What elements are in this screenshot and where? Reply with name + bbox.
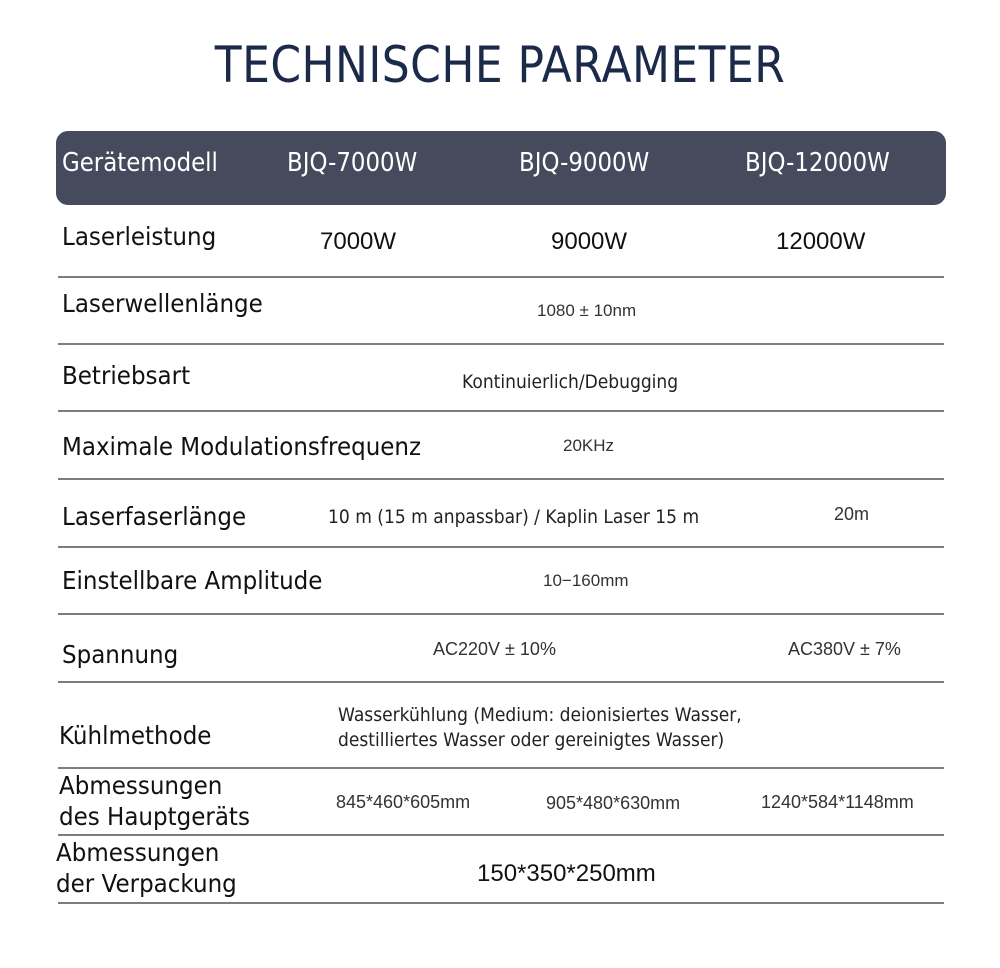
value-amplitude: 10−160mm: [543, 571, 629, 590]
value-fiber-length-1: 10 m (15 m anpassbar) / Kaplin Laser 15 m: [328, 506, 700, 528]
row-divider: [58, 343, 944, 345]
row-label-abmessungen-verpackung-1: Abmessungen: [56, 838, 220, 867]
value-operating-mode: Kontinuierlich/Debugging: [462, 371, 679, 393]
row-divider: [58, 613, 944, 615]
header-model-7000w: BJQ-7000W: [287, 148, 418, 178]
header-model-9000w: BJQ-9000W: [519, 148, 650, 178]
row-divider: [58, 681, 944, 683]
value-cooling-line-1: Wasserkühlung (Medium: deionisiertes Wasser,: [338, 704, 742, 726]
row-divider: [58, 276, 944, 278]
value-package-dimensions: 150*350*250mm: [477, 860, 656, 887]
value-voltage-1: AC220V ± 10%: [433, 639, 556, 659]
row-divider: [58, 546, 944, 548]
row-divider: [58, 410, 944, 412]
value-dimensions-9000w: 905*480*630mm: [546, 793, 681, 813]
header-label: Gerätemodell: [62, 148, 218, 178]
row-divider: [58, 767, 944, 769]
row-label-spannung: Spannung: [62, 640, 179, 669]
value-fiber-length-2: 20m: [834, 504, 870, 524]
row-label-modulationsfrequenz: Maximale Modulationsfrequenz: [62, 432, 422, 461]
row-label-abmessungen-hauptgeraet-1: Abmessungen: [59, 771, 223, 800]
row-label-laserwellenlaenge: Laserwellenlänge: [62, 289, 263, 318]
row-divider: [58, 478, 944, 480]
header-model-12000w: BJQ-12000W: [745, 148, 890, 178]
row-label-laserleistung: Laserleistung: [62, 222, 217, 251]
row-divider: [58, 902, 944, 904]
value-power-12000w: 12000W: [776, 228, 866, 255]
value-dimensions-7000w: 845*460*605mm: [336, 792, 471, 812]
row-label-abmessungen-verpackung-2: der Verpackung: [56, 869, 237, 898]
row-label-kuehlmethode: Kühlmethode: [59, 721, 212, 750]
value-voltage-2: AC380V ± 7%: [788, 639, 901, 659]
row-label-amplitude: Einstellbare Amplitude: [62, 566, 323, 595]
value-cooling-line-2: destilliertes Wasser oder gereinigtes Wasser): [338, 729, 725, 751]
value-wavelength: 1080 ± 10nm: [537, 301, 637, 320]
row-divider: [58, 834, 944, 836]
row-label-betriebsart: Betriebsart: [62, 361, 191, 390]
row-label-abmessungen-hauptgeraet-2: des Hauptgeräts: [59, 802, 250, 831]
value-dimensions-12000w: 1240*584*1148mm: [761, 792, 914, 812]
row-label-laserfaserlaenge: Laserfaserlänge: [62, 502, 247, 531]
value-power-9000w: 9000W: [551, 228, 628, 255]
page-title: TECHNISCHE PARAMETER: [214, 36, 786, 94]
value-power-7000w: 7000W: [320, 228, 397, 255]
value-modulation-frequency: 20KHz: [563, 436, 615, 455]
